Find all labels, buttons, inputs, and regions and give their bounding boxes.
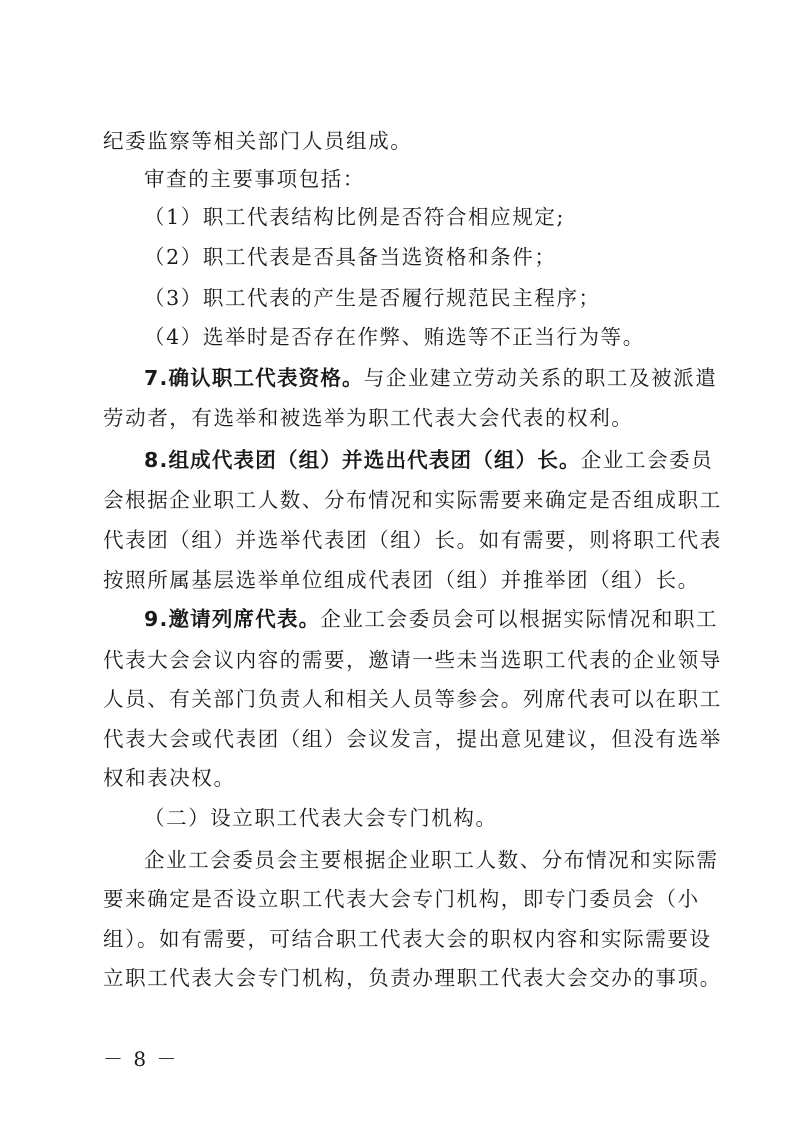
text-line: 纪委监察等相关部门人员组成。	[103, 129, 413, 153]
text-line: （2）职工代表是否具备当选资格和条件；	[144, 245, 557, 269]
text-line: 要来确定是否设立职工代表大会专门机构，即专门委员会（小	[103, 887, 700, 911]
text-line: 代表大会或代表团（组）会议发言，提出意见建议，但没有选举	[103, 727, 722, 751]
text-line: 代表团（组）并选举代表团（组）长。如有需要，则将职工代表	[103, 528, 722, 552]
text-line: 劳动者，有选举和被选举为职工代表大会代表的权利。	[103, 406, 634, 430]
item-heading: 8.组成代表团（组）并选出代表团（组）长。	[144, 448, 581, 472]
text-line: 权和表决权。	[103, 766, 236, 790]
text-line: 按照所属基层选举单位组成代表团（组）并推举团（组）长。	[103, 568, 700, 592]
text-line: 代表大会会议内容的需要，邀请一些未当选职工代表的企业领导	[103, 648, 722, 672]
text-line	[144, 445, 744, 475]
item-text: 企业工会委员	[580, 448, 714, 472]
item-text: 企业工会委员会可以根据实际情况和职工	[320, 607, 719, 631]
item-heading: 9.邀请列席代表。	[144, 607, 321, 631]
page-number: － 8 －	[103, 1047, 179, 1071]
text-line: （3）职工代表的产生是否履行规范民主程序；	[144, 286, 601, 310]
item-text: 与企业建立劳动关系的职工及被派遣	[363, 366, 718, 390]
text-line	[144, 604, 744, 634]
text-line: （4）选举时是否存在作弊、贿选等不正当行为等。	[144, 325, 645, 349]
text-line: 审查的主要事项包括：	[144, 167, 365, 191]
text-line: 人员、有关部门负责人和相关人员等参会。列席代表可以在职工	[103, 687, 722, 711]
text-line: 立职工代表大会专门机构，负责办理职工代表大会交办的事项。	[103, 966, 722, 990]
text-line: 会根据企业职工人数、分布情况和实际需要来确定是否组成职工	[103, 488, 722, 512]
text-line: 企业工会委员会主要根据企业职工人数、分布情况和实际需	[144, 848, 719, 872]
section-heading: （二）设立职工代表大会专门机构。	[144, 806, 498, 830]
text-line: （1）职工代表结构比例是否符合相应规定;	[144, 205, 565, 229]
text-line	[144, 363, 744, 393]
text-line: 组）。如有需要，可结合职工代表大会的职权内容和实际需要设	[103, 927, 712, 951]
item-heading: 7.确认职工代表资格。	[144, 366, 364, 390]
